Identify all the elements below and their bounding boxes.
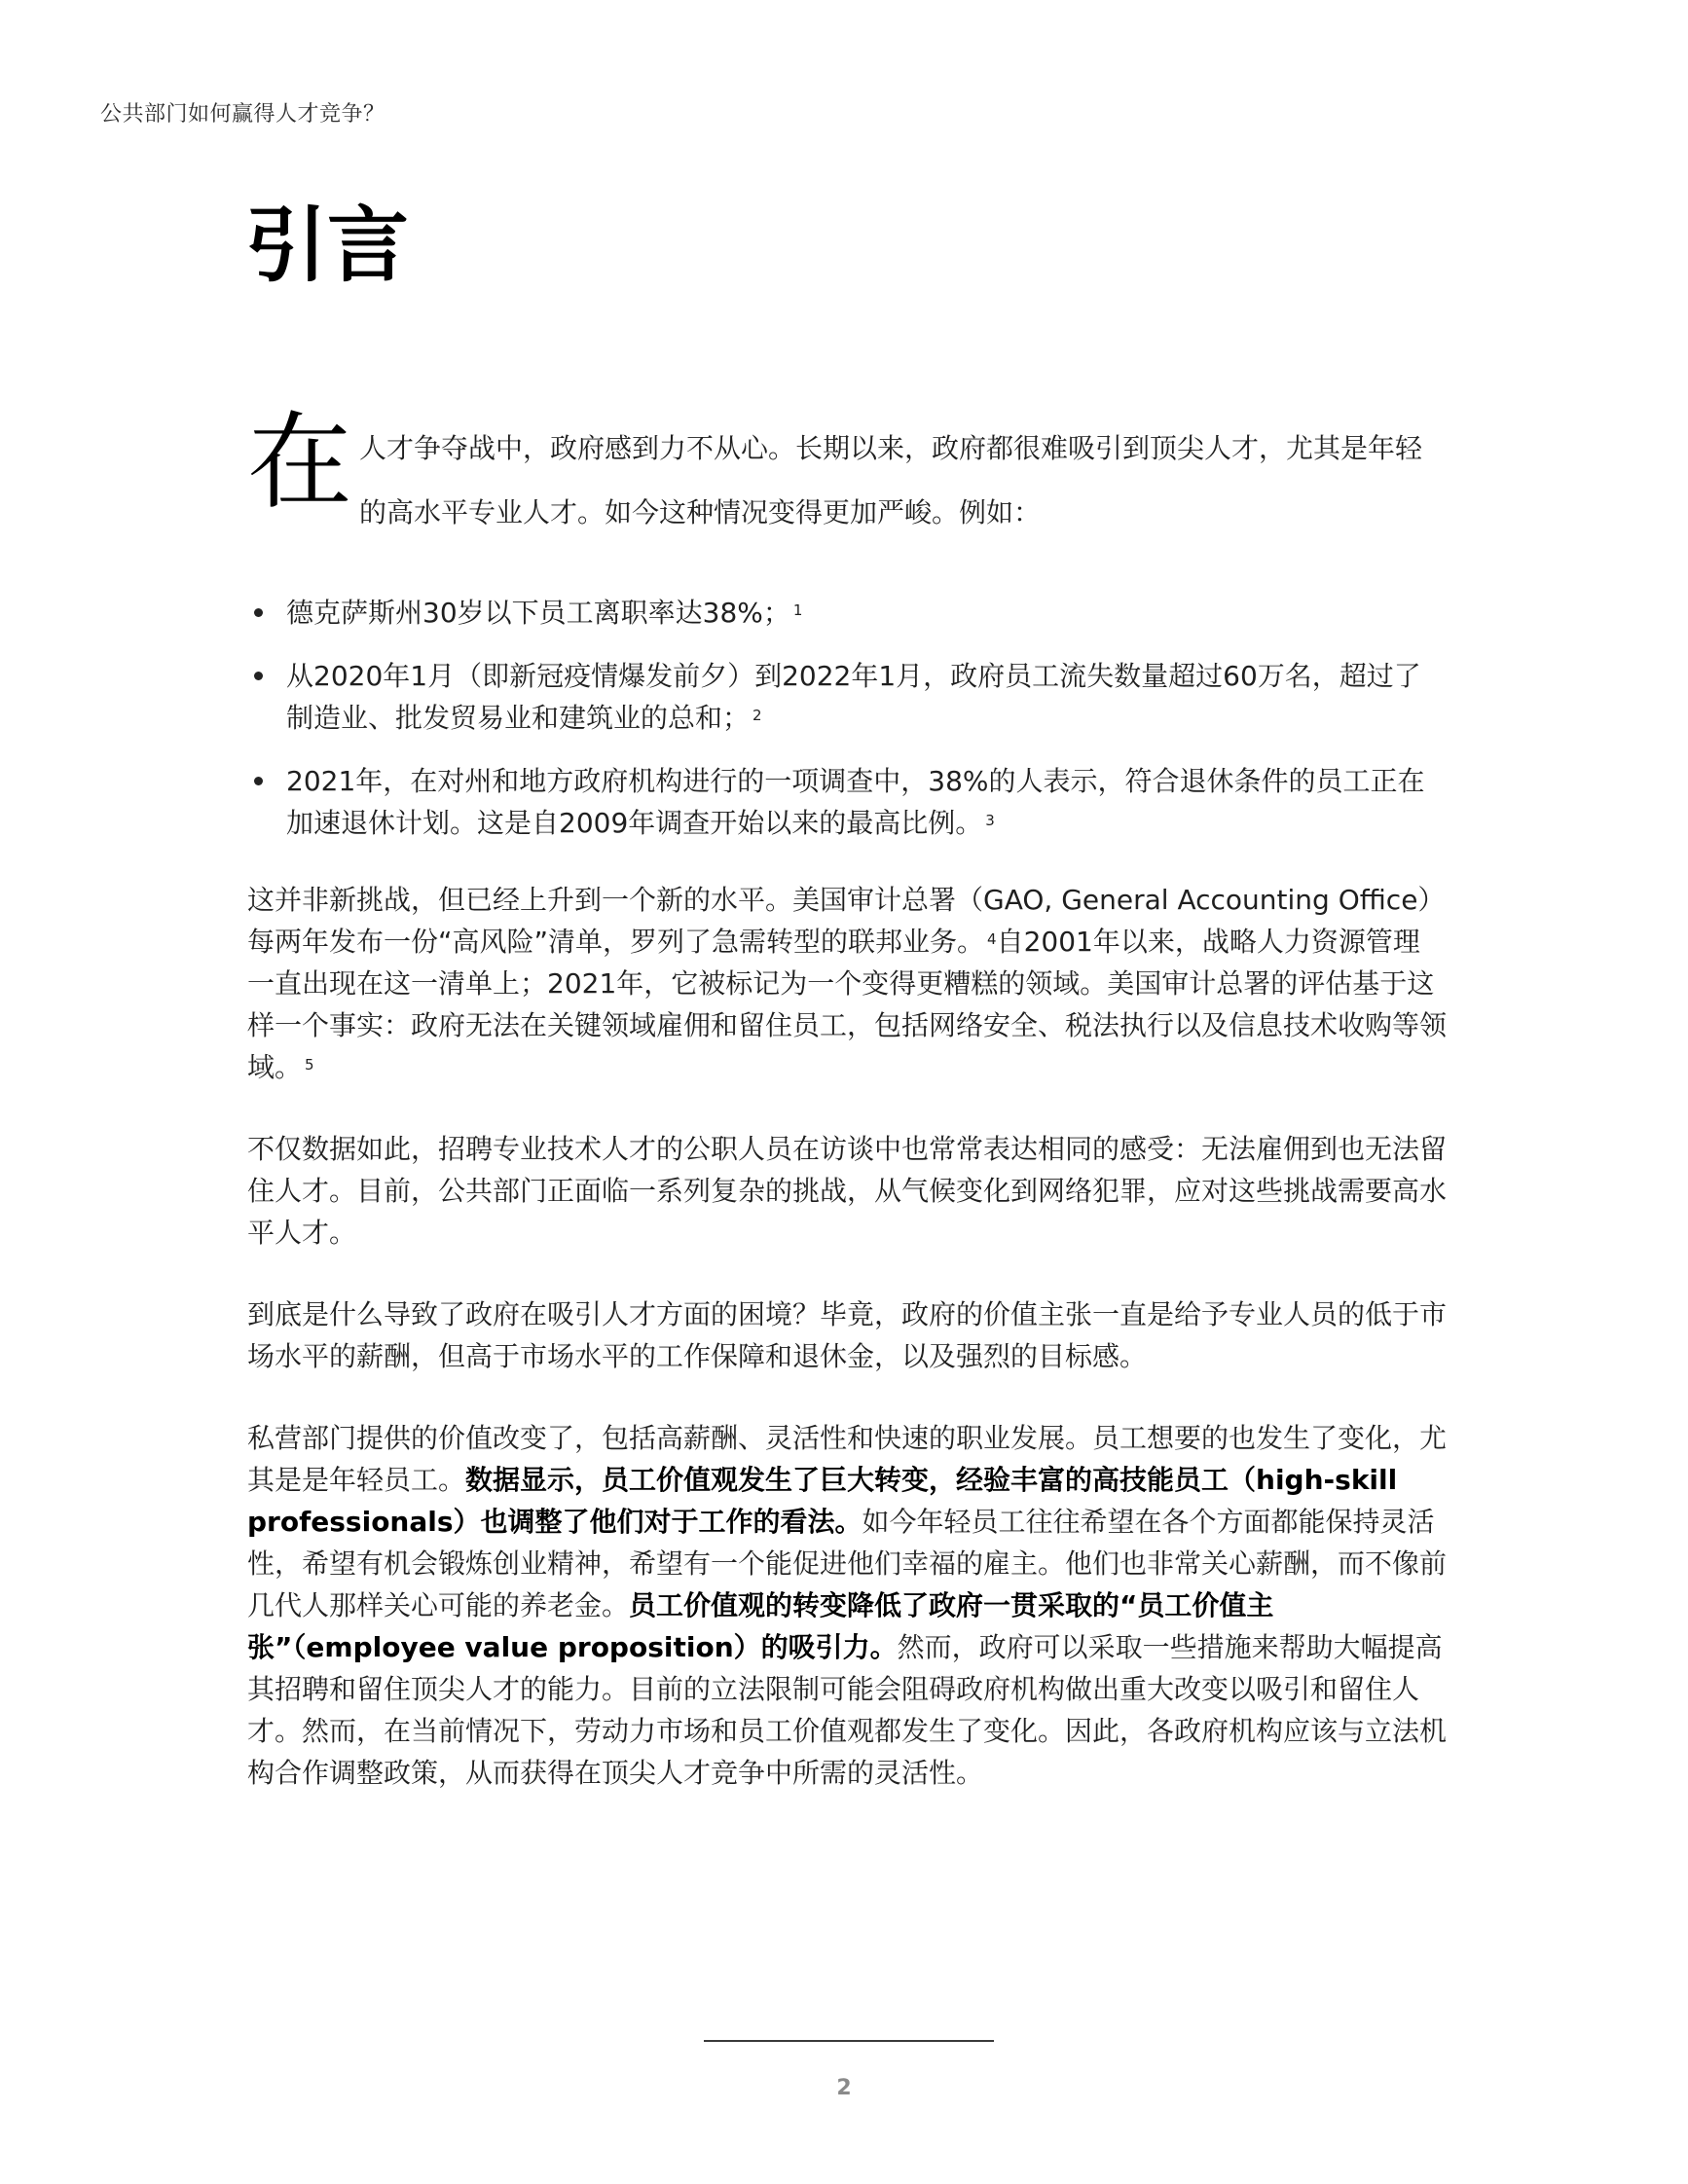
paragraph-text: 这并非新挑战，但已经上升到一个新的水平。美国审计总署（GAO, General Accounting Office）每两年发布一份“高风险”清单，罗列了急需转型的联邦业务。 [247,884,1446,958]
footnote-ref: 4 [987,930,997,948]
intro-line-1: 人才争夺战中，政府感到力不从心。长期以来，政府都很难吸引到顶尖人才，尤其是年轻 [359,432,1423,464]
paragraph-text: 然而，政府可以采取一些措施来帮助大幅提高其招聘和留住顶尖人才的能力。目前的立法限制可能会阻碍政府机构做出重大改变以吸引和留住人才。然而，在当前情况下，劳动力市场和员工价值观都发生了变化。因此，各政府机构应该与立法机构合作调整政策，从而获得在顶尖人才竞争中所需的灵活性。 [247,1631,1448,1789]
bullet-item [247,760,1447,844]
paragraph-gao [247,879,1447,1088]
bold-emphasis: 员工价值观的转变降低了政府一贯采取的“员工价值主张”（employee value proposition）的吸引力。 [247,1589,1274,1663]
drop-cap: 在 [247,402,353,524]
article-body [247,402,1448,1834]
bullet-text: 德克萨斯州30岁以下员工离职率达38%； [286,597,790,629]
paragraph-interviews: 不仅数据如此，招聘专业技术人才的公职人员在访谈中也常常表达相同的感受：无法雇佣到也无法留住人才。目前，公共部门正面临一系列复杂的挑战，从气候变化到网络犯罪，应对这些挑战需要高水平人才。 [247,1133,1448,1249]
paragraph-text: 私营部门提供的价值改变了，包括高薪酬、灵活性和快速的职业发展。员工想要的也发生了变化，尤其是是年轻员工。 [247,1422,1448,1496]
page-title: 引言 [245,198,410,293]
footer-divider [704,2040,994,2042]
footnote-ref: 2 [752,707,762,724]
intro-line-2: 的高水平专业人才。如今这种情况变得更加严峻。例如： [359,496,1042,528]
paragraph-value-proposition: 到底是什么导致了政府在吸引人才方面的困境？毕竟，政府的价值主张一直是给予专业人员的低于市场水平的薪酬，但高于市场水平的工作保障和退休金，以及强烈的目标感。 [247,1298,1448,1372]
bold-emphasis: 数据显示，员工价值观发生了巨大转变，经验丰富的高技能员工（high-skill professionals）也调整了他们对于工作的看法。 [247,1464,1398,1538]
bullet-text: 从2020年1月（即新冠疫情爆发前夕）到2022年1月，政府员工流失数量超过60万名，超过了制造业、批发贸易业和建筑业的总和； [286,660,1421,734]
paragraph-text: 自2001年以来，战略人力资源管理一直出现在这一清单上；2021年，它被标记为一个变得更糟糕的领域。美国审计总署的评估基于这样一个事实：政府无法在关键领域雇佣和留住员工，包括网络安全、税法执行以及信息技术收购等领域。 [247,926,1448,1083]
intro-paragraph [247,402,1447,545]
running-header: 公共部门如何赢得人才竞争？ [100,102,385,127]
page-number: 2 [836,2076,852,2100]
paragraph-text: 如今年轻员工往往希望在各个方面都能保持灵活性，希望有机会锻炼创业精神，希望有一个能促进他们幸福的雇主。他们也非常关心薪酬，而不像前几代人那样关心可能的养老金。 [247,1506,1448,1621]
footnote-ref: 1 [792,601,803,619]
bullet-item [247,655,1447,739]
bullet-list [247,592,1447,844]
footnote-ref: 5 [305,1056,314,1074]
bullet-item [247,592,1447,634]
paragraph-private-sector [247,1417,1447,1794]
bullet-text: 2021年，在对州和地方政府机构进行的一项调查中，38%的人表示，符合退休条件的员工正在加速退休计划。这是自2009年调查开始以来的最高比例。 [286,765,1425,839]
footnote-ref: 3 [985,812,995,829]
